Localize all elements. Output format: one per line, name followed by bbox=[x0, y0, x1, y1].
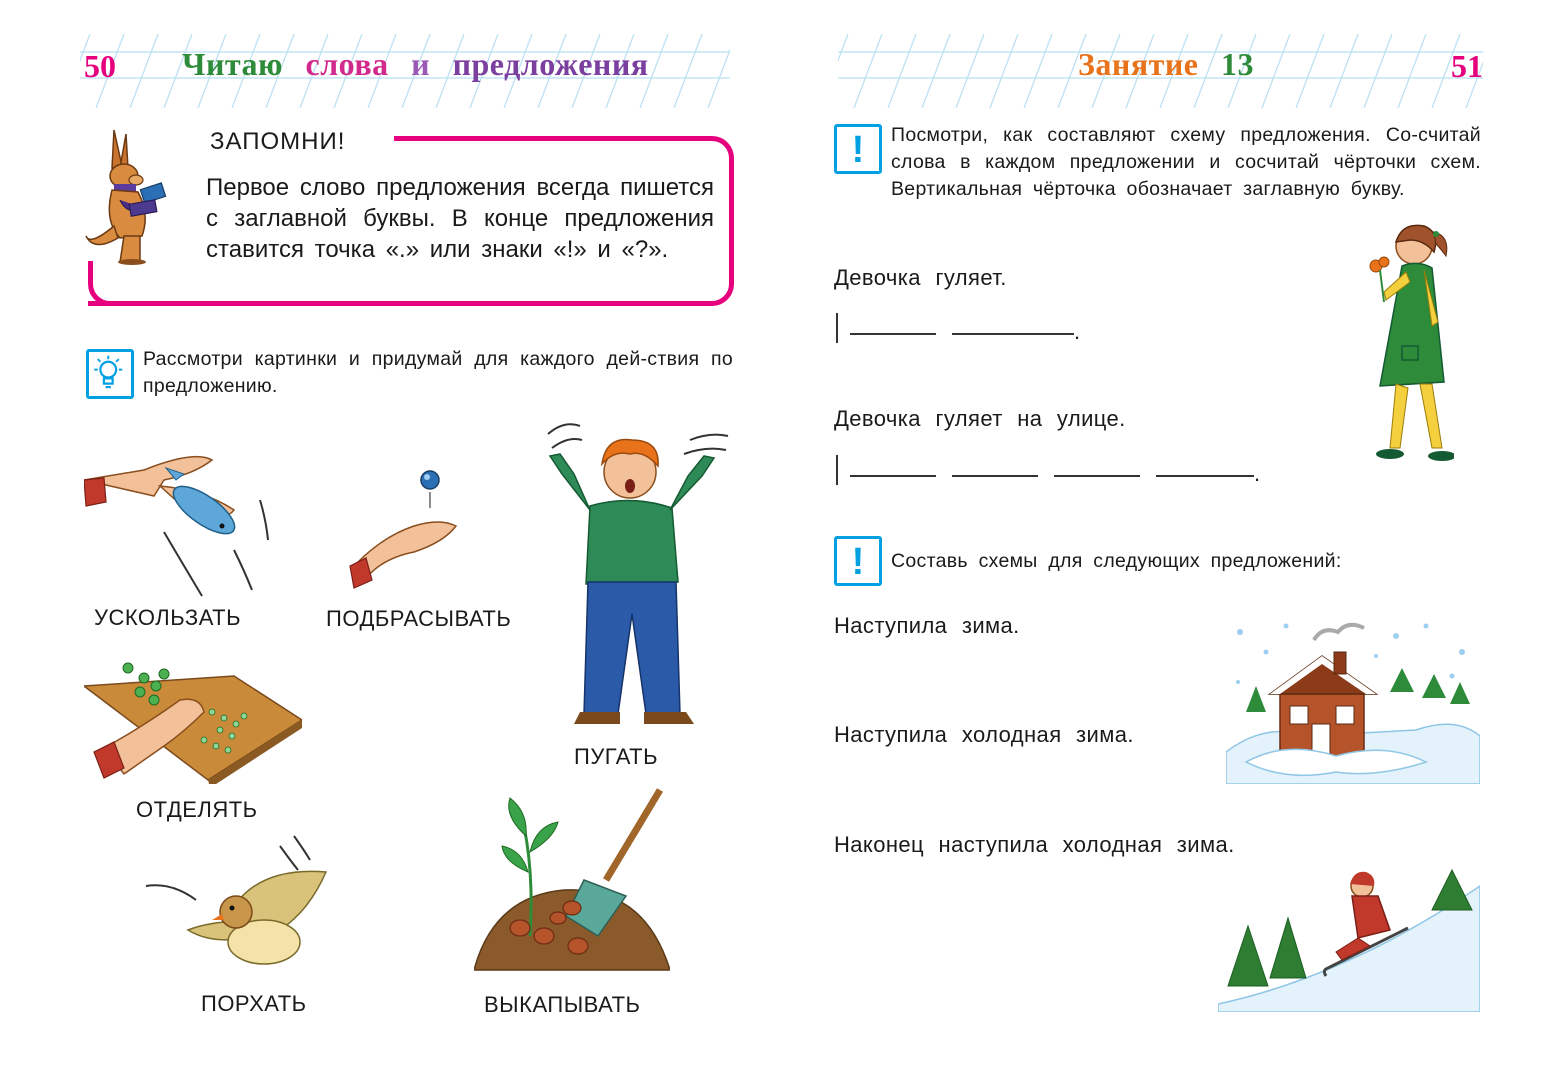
period-mark: . bbox=[1254, 461, 1261, 486]
section-title bbox=[1078, 46, 1254, 83]
page-number: 50 bbox=[84, 48, 116, 84]
example-sentence: Девочка гуляет на улице. bbox=[834, 406, 1126, 431]
remember-title: ЗАПОМНИ! bbox=[210, 128, 346, 155]
action-label: УСКОЛЬЗАТЬ bbox=[94, 605, 242, 630]
hands-sorting-peas-illustration bbox=[84, 656, 302, 784]
light-bulb-icon bbox=[86, 349, 134, 399]
word-dash bbox=[1156, 475, 1254, 477]
left-page-header bbox=[80, 34, 730, 108]
title-word: Занятие bbox=[1078, 46, 1199, 82]
task-instruction: Составь схемы для следующих предложений: bbox=[891, 550, 1342, 572]
period-mark: . bbox=[1074, 319, 1081, 344]
action-label: ОТДЕЛЯТЬ bbox=[136, 797, 258, 822]
example-sentence: Девочка гуляет. bbox=[834, 265, 1007, 290]
kangaroo-illustration bbox=[84, 126, 184, 266]
word-dash bbox=[952, 475, 1038, 477]
section-title bbox=[182, 46, 649, 83]
word-dash bbox=[952, 333, 1074, 335]
action-label: ПОРХАТЬ bbox=[201, 991, 307, 1016]
right-page-header bbox=[838, 34, 1483, 108]
title-word: 13 bbox=[1221, 46, 1254, 82]
girl-with-flower-illustration bbox=[1362, 222, 1454, 466]
action-label: ПУГАТЬ bbox=[574, 744, 659, 769]
task-instruction: Посмотри, как составляют схему предложения. Со-считай слова в каждом предложении и сосчитай чёрточки схем. Вертикальная чёрточка обозначает заглавную букву. bbox=[891, 124, 1481, 200]
title-word: Читаю bbox=[182, 46, 283, 82]
winter-house-illustration bbox=[1226, 612, 1480, 784]
capital-letter-mark bbox=[836, 455, 838, 485]
shovel-digging-illustration bbox=[474, 786, 670, 974]
exercise-sentence: Наступила зима. bbox=[834, 613, 1020, 638]
action-label: ВЫКАПЫВАТЬ bbox=[484, 992, 641, 1017]
title-word: предложения bbox=[452, 46, 649, 82]
task-instruction: Рассмотри картинки и придумай для каждого дей-ствия по предложению. bbox=[143, 348, 733, 397]
flying-bird-illustration bbox=[144, 826, 348, 986]
exclamation-icon: ! bbox=[834, 536, 882, 586]
exercise-sentence: Наступила холодная зима. bbox=[834, 722, 1134, 747]
exclamation-icon: ! bbox=[834, 124, 882, 174]
title-word: и bbox=[411, 46, 431, 82]
sentence-scheme bbox=[834, 313, 1094, 353]
sledding-child-illustration bbox=[1218, 866, 1480, 1012]
title-word: слова bbox=[305, 46, 389, 82]
word-dash bbox=[850, 333, 936, 335]
sentence-scheme bbox=[834, 455, 1274, 495]
hand-ball-illustration bbox=[344, 466, 464, 590]
page-number: 51 bbox=[1451, 48, 1483, 84]
action-label: ПОДБРАСЫВАТЬ bbox=[326, 606, 512, 631]
remember-rule-text: Первое слово предложения всегда пишется с заглавной буквы. В конце предложения ставится точка «.» или знаки «!» и «?». bbox=[206, 174, 714, 263]
capital-letter-mark bbox=[836, 313, 838, 343]
exercise-sentence: Наконец наступила холодная зима. bbox=[834, 832, 1235, 857]
scared-boy-illustration bbox=[540, 414, 734, 730]
word-dash bbox=[1054, 475, 1140, 477]
hands-fish-illustration bbox=[84, 440, 274, 600]
word-dash bbox=[850, 475, 936, 477]
